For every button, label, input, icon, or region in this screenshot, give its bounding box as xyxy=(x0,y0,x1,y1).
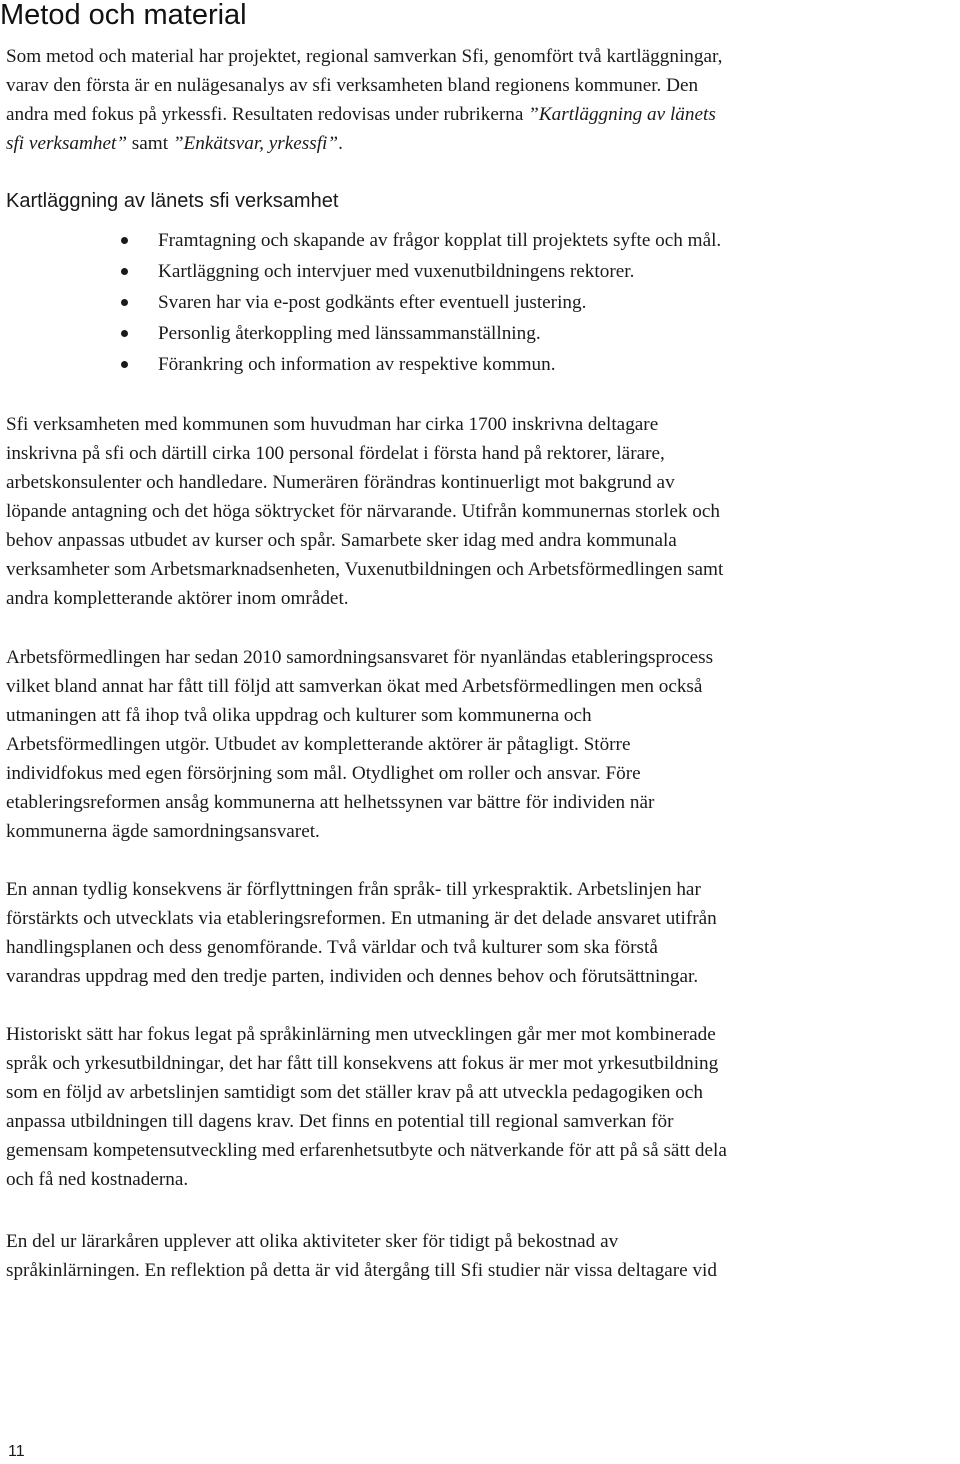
page-number: 11 xyxy=(8,1443,25,1460)
text-line: språkinlärningen. En reflektion på detta är vid återgång till Sfi studier när vissa deltagare vid xyxy=(6,1260,717,1281)
text-line: och få ned kostnaderna. xyxy=(6,1169,189,1190)
bullet-text: Kartläggning och intervjuer med vuxenutbildningens rektorer. xyxy=(158,261,635,282)
paragraph-historiskt xyxy=(6,1020,960,1194)
paragraph-sfi-verksamheten xyxy=(6,410,960,613)
text-line: individfokus med egen försörjning som mål. Otydlighet om roller och ansvar. Före xyxy=(6,763,641,784)
text-line: En annan tydlig konsekvens är förflyttningen från språk- till yrkespraktik. Arbetslinjen har xyxy=(6,879,701,900)
text-line: Arbetsförmedlingen har sedan 2010 samordningsansvaret för nyanländas etableringsprocess xyxy=(6,647,714,668)
section-reference-part: Kartläggning av länets xyxy=(538,104,716,125)
text-line: utmaningen att få ihop två olika uppdrag och kulturer som kommunerna och xyxy=(6,705,592,726)
text-line: kommunerna ägde samordningsansvaret. xyxy=(6,821,320,842)
bullet-icon xyxy=(121,330,128,337)
text-line: som en följd av arbetslinjen samtidigt som det ställer krav på att utveckla pedagogiken och xyxy=(6,1082,703,1103)
paragraph-konsekvens xyxy=(6,875,960,991)
text-line: förstärkts och utvecklats via etableringsreformen. En utmaning är det delade ansvaret utifrån xyxy=(6,908,717,929)
text-line: gemensam kompetensutveckling med erfarenhetsutbyte och nätverkande för att på så sätt dela xyxy=(6,1140,727,1161)
text-line: varandras uppdrag med den tredje parten, individen och dennes behov och förutsättningar. xyxy=(6,966,699,987)
text-fragment: . xyxy=(338,133,343,154)
paragraph-lararkaren xyxy=(6,1227,960,1285)
text-line: Som metod och material har projektet, regional samverkan Sfi, genomfört två kartläggningar, xyxy=(6,46,723,67)
text-line: anpassa utbildningen till dagens krav. Det finns en potential till regional samverkan för xyxy=(6,1111,674,1132)
bullet-icon xyxy=(121,299,128,306)
bullet-item xyxy=(0,318,721,349)
bullet-item xyxy=(0,287,721,318)
bullet-icon xyxy=(121,237,128,244)
bullet-item xyxy=(0,349,721,380)
text-line: löpande antagning och det höga söktrycket för närvarande. Utifrån kommunernas storlek och xyxy=(6,501,720,522)
bullet-text: Framtagning och skapande av frågor kopplat till projektets syfte och mål. xyxy=(158,230,722,251)
text-line xyxy=(6,100,960,129)
bullet-text: Förankring och information av respektive kommun. xyxy=(158,354,556,375)
text-line: En del ur lärarkåren upplever att olika aktiviteter sker för tidigt på bekostnad av xyxy=(6,1231,619,1252)
text-line: vilket bland annat har fått till följd att samverkan ökat med Arbetsförmedlingen men också xyxy=(6,676,703,697)
text-fragment: samt xyxy=(126,133,173,154)
text-line: Historiskt sätt har fokus legat på språkinlärning men utvecklingen går mer mot kombinerade xyxy=(6,1024,716,1045)
bullet-list xyxy=(0,225,721,380)
bullet-icon xyxy=(121,361,128,368)
quote-mark: ” xyxy=(327,133,339,154)
section-reference: Enkätsvar, yrkessfi xyxy=(183,133,328,154)
text-line: Arbetsförmedlingen utgör. Utbudet av kompletterande aktörer är påtagligt. Större xyxy=(6,734,631,755)
text-line: Sfi verksamheten med kommunen som huvudman har cirka 1700 inskrivna deltagare xyxy=(6,414,659,435)
text-line: inskrivna på sfi och därtill cirka 100 personal fördelat i första hand på rektorer, lärare, xyxy=(6,443,665,464)
text-line: språk och yrkesutbildningar, det har fått till konsekvens att fokus är mer mot yrkesutbildning xyxy=(6,1053,719,1074)
quote-mark: ” xyxy=(116,133,127,154)
text-line: andra kompletterande aktörer inom området. xyxy=(6,588,349,609)
text-line: verksamheter som Arbetsmarknadsenheten, Vuxenutbildningen och Arbetsförmedlingen samt xyxy=(6,559,724,580)
section-reference-part: sfi verksamhet xyxy=(6,133,117,154)
intro-paragraph xyxy=(6,42,960,158)
section-subheading: Kartläggning av länets sfi verksamhet xyxy=(6,190,339,212)
text-fragment: andra med fokus på yrkessfi. Resultaten redovisas under rubrikerna xyxy=(6,104,529,125)
page-title: Metod och material xyxy=(0,0,247,31)
quote-mark: ” xyxy=(172,133,184,154)
text-line: handlingsplanen och dess genomförande. Två världar och två kulturer som ska förstå xyxy=(6,937,658,958)
bullet-text: Svaren har via e-post godkänts efter eventuell justering. xyxy=(158,292,587,313)
text-line: behov anpassas utbudet av kurser och spår. Samarbete sker idag med andra kommunala xyxy=(6,530,677,551)
text-line: etableringsreformen ansåg kommunerna att helhetssynen var bättre för individen när xyxy=(6,792,655,813)
quote-mark: ” xyxy=(528,104,539,125)
bullet-item xyxy=(0,256,721,287)
bullet-item xyxy=(0,225,721,256)
bullet-icon xyxy=(121,268,128,275)
paragraph-arbetsformedlingen xyxy=(6,643,960,846)
text-line xyxy=(6,129,960,158)
bullet-text: Personlig återkoppling med länssammanställning. xyxy=(158,323,541,344)
text-line: varav den första är en nulägesanalys av sfi verksamheten bland regionens kommuner. Den xyxy=(6,75,699,96)
text-line: arbetskonsulenter och handledare. Numerären förändras kontinuerligt mot bakgrund av xyxy=(6,472,675,493)
